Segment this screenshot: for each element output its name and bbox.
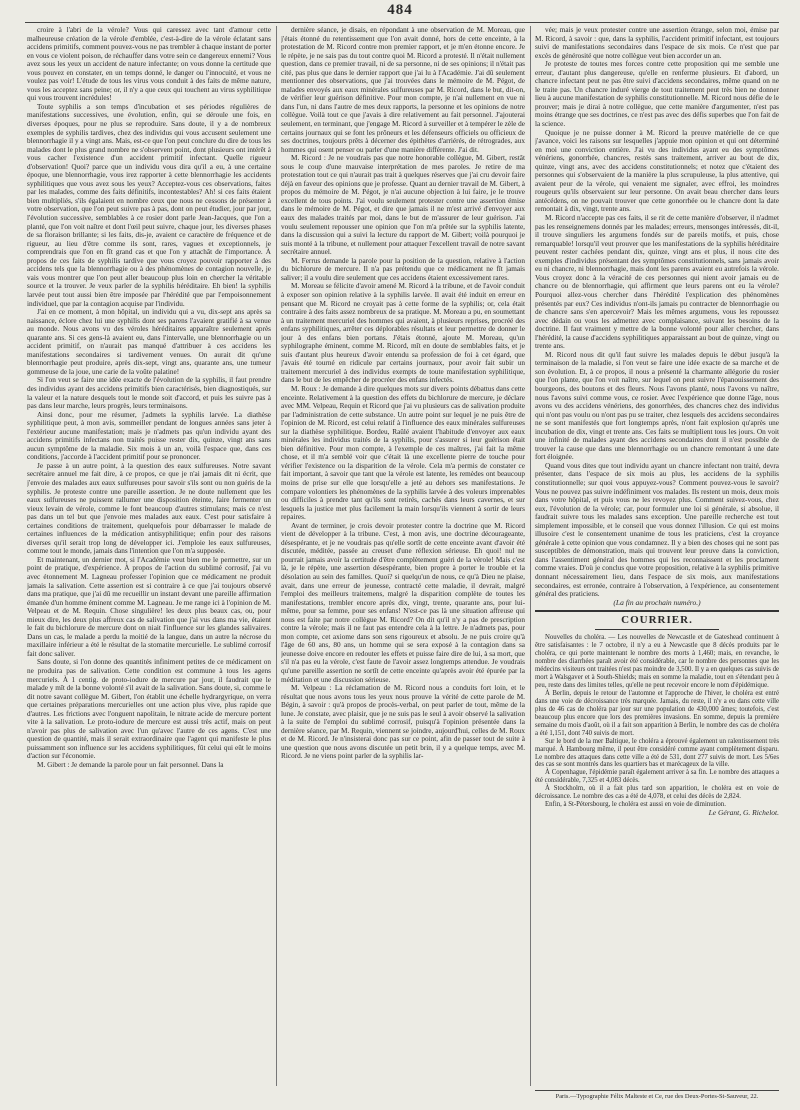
continuation-note: (La fin au prochain numéro.) bbox=[613, 597, 701, 607]
column-divider bbox=[530, 26, 531, 1086]
printer-imprint: Paris.—Typographie Félix Malteste et Ce, rue des Deux-Portes-St-Sauveur, 22. bbox=[535, 1090, 779, 1100]
news-item: À Berlin, depuis le retour de l'automne et l'approche de l'hiver, le choléra est entré dans une voie de décroissance très marquée. Jamais, du reste, il n'y a eu dans cette ville plus de 46 cas de choléra par jour sur une population de 430,000 âmes; toutefois, c'est beaucoup plus encore que lors des premières invasions. En somme, depuis la première semaine du mois d'août, où il a fait son apparition à Berlin, le nombre des cas de choléra a été 1,151, dont 740 suivis de mort. bbox=[535, 690, 779, 737]
courrier-section bbox=[535, 634, 779, 817]
paragraph: M. Ferrus demande la parole pour la position de la question, relative à l'action du bichlorure de mercure. Il n'a pas prétendu que ce médicament ne fît jamais saliver; il a voulu dire seulement que ces accidens étaient excessivement rares. bbox=[281, 256, 525, 282]
paragraph: Toute syphilis a son temps d'incubation et ses périodes régulières de manifestations successives, une évolution, enfin, qui se déroule une fois, en diverses époques, pour ne plus se reproduire. Sans doute, il y a de nombreux exemples de syphilis tardives, chez des individus qui vous accusent seulement une blennorrhagie il y a vingt ans. Mais, est-ce que l'on peut conclure du dire de tous les malades dont le plus grand nombre ne s'observent point, dont plusieurs ont intérêt à vous cacher l'existence d'un accident primitif infectant. Quelle rigueur d'observation! Quoi? parce que un individu vous dira qu'il a eu, à une certaine époque, une blennorrhagie, vous irez rapporter à cette blennorrhagie les accidents syphilitiques que vous avez sous les yeux? Acceptez-vous ces observations, faites par les malades, comme des faits définitifs, incontestables? Ah! si ces faits étaient bien multipliés, s'ils égalaient en nombre ceux que nous ne cessons de présenter à votre observation, que l'on peut suivre pas à pas, dont on peut étudier, jour par jour, l'évolution successive, semblables à ce rosier dont parle Jean-Jacques, que l'on a planté, que l'on voit naître et dont l'œil peut suivre, chaque jour, les diverses phases de sa floraison brillante; si les faits, dis-je, avaient ce caractère de fréquence et de rigueur, au lieu d'être comme ils sont, rares, vagues et exceptionnels, je comprendrais que l'on en fît grand cas et que l'on y attachât de l'importance. À propos de ces faits de syphilis tardive que vous croyez pouvoir rapporter à des accidens tels que la blennorrhagie ou à des phénomènes de contagion nouvelle, je vais vous montrer que l'on peut aller beaucoup plus loin en chercher la véritable source et la trouver. Je veux parler de la syphilis héréditaire. Eh bien! la syphilis larvée peut tout aussi bien être imposée par l'hérédité que par l'empoisonnement individuel, que par la contagion acquise par l'individu. bbox=[27, 102, 271, 308]
news-item: Sur le bord de la mer Baltique, le choléra a éprouvé également un ralentissement très marqué. À Hambourg même, il peut être considéré comme ayant complètement disparu. Le nombre des attaques dans cette ville a été de 531, dont 277 suivis de mort. Les 5/6es des cas se sont montrés dans les quartiers bas et marécageux de la ville. bbox=[535, 737, 779, 769]
paragraph: Je passe à un autre point, à la question des eaux sulfureuses. Notre savant secrétaire annuel me fait dire, à ce propos, ce que je n'ai jamais dit ni écrit, que j'envoie des malades aux eaux sulfureuses pour savoir s'ils sont ou non guéris de la syphilis. Je proteste contre une pareille assertion. Je ne doute nullement que les eaux sulfureuses ne puissent rallumer une disposition éteinte, faire fermenter un vieux levain de vérole, comme le font beaucoup d'autres stimulans; mais ce n'est pas dans un tel but que j'envoie mes malades aux eaux. C'est pour satisfaire à certaines conditions de traitement, quelquefois pour débarrasser le malade de certaines influences de la médication antisyphilitique; enfin pour des raisons diverses qu'il serait trop long de développer ici. J'emploie les eaux sulfureuses, comme tout le monde, jamais dans l'intention que l'on m'a supposée. bbox=[27, 461, 271, 556]
section-title: COURRIER. bbox=[621, 614, 693, 627]
column-3 bbox=[535, 26, 779, 1086]
paragraph: M. Ricord : Je ne voudrais pas que notre honorable collègue, M. Gibert, restât sous le coup d'une mauvaise interprétation de mes paroles. Je retire de ma protestation tout ce qui n'aurait pas trait à quelques réserves que j'ai cru devoir faire déjà en faveur des opinions que je professe. Quant au dernier travail de M. Gibert, à propos du mémoire de M. Pégot, je n'ai aucune objection à lui faire, je le trouve excellent de tous points. J'ai voulu seulement protester contre une assertion émise dans le mémoire de M. Pégot, et dire que jamais il ne m'est arrivé d'envoyer aux eaux des malades traités par moi, dans le but de m'assurer de leur guérison. J'ai voulu seulement repousser une opinion que l'on m'a prêtée sur la syphilis latente, dans la discussion qui a suivi la lecture du rapport de M. Gibert; voilà pourquoi je suis monté à la tribune, et nullement pour attaquer l'excellent travail de notre savant secrétaire annuel. bbox=[281, 154, 525, 257]
section-rule bbox=[535, 610, 779, 612]
paragraph: Ainsi donc, pour me résumer, j'admets la syphilis larvée. La diathèse syphilitique peut, à mon avis, sommeiller pendant de longues années sans jeter à l'extérieur aucune manifestation; mais je n'admets pas qu'un individu ayant des accidens primitifs infectans non traités puisse rester dix, quinze, vingt ans sans aucun symptôme de la maladie. Six mois à un an, voilà l'espace que, dans ces conditions, j'accorde à l'accident primitif pour se prononcer. bbox=[27, 410, 271, 462]
paragraph: Si l'on veut se faire une idée exacte de l'évolution de la syphilis, il faut prendre des individus ayant des accidens primitifs bien caractérisés, bien diagnostiqués, sur la valeur et la nature desquels tout le monde soit d'accord, et puis les suivre pas à pas dans leur marche, leurs progrès, leurs terminaisons. bbox=[27, 376, 271, 411]
paragraph: Avant de terminer, je crois devoir protester contre la doctrine que M. Ricord vient de développer à la tribune. C'est, à mon avis, une doctrine décourageante, désespérante, et je ne voudrais pas qu'elle sortît de cette enceinte avant d'avoir été discutée, méditée, passée au creuset d'une réflexion sérieuse. Eh quoi! nul ne pourrait jamais avoir la certitude d'être complètement guéri de la vérole! Mais c'est là, je le répète, une assertion désespérante, bien propre à porter le trouble et la désolation au sein des familles. Quoi? si quelqu'un de nous, ce qu'à Dieu ne plaise, avait, dans une erreur de jeunesse, contracté cette maladie, il devrait, malgré l'emploi des meilleurs traitemens, malgré la disparition complète de toutes les manifestations, trembler encore après dix, vingt, trente, quarante ans, pour lui-même, pour sa femme, pour ses enfans! N'est-ce pas là une situation affreuse qui nous est faite par notre collègue M. Ricord? On dit qu'il n'y a pas de prescription contre la vérole; mais il ne faut pas entendre cela à la lettre. Je n'admets pas, pour mon compte, cet axiome dans son sens rigoureux et absolu. Je ne puis croire qu'à l'âge de 60 ans, 80 ans, un homme qui se sera exposé à la contagion dans sa jeunesse doive encore en redouter les effets et puisse faire dire de lui, à sa mort, que s'il n'a pas eu la vérole, c'est faute de l'avoir assez longtemps attendue. Je voudrais qu'une pareille assertion ne sortît de cette enceinte qu'après avoir été épurée par la méditation et une discussion sérieuse. bbox=[281, 521, 525, 684]
paragraph: Je proteste de toutes mes forces contre cette proposition qui me semble une erreur, d'autant plus dangereuse, qu'elle en renferme plusieurs. Et d'abord, un chancre infectant peut ne pas être suivi d'accidens secondaires, même quand on ne le traite pas. Un chancre induré vierge de tout traitement peut très bien ne donner lieu à aucune manifestation de syphilis constitutionnelle. M. Ricord nous défie de le prouver; mais je dirai à notre collègue, que cette manière d'argumenter, n'est pas moins étrange que ses doctrines, ce n'est pas avec des défis superbes que l'on fait de la science. bbox=[535, 60, 779, 129]
paragraph: dernière séance, je disais, en répondant à une observation de M. Moreau, que j'étais étonné du retentissement que l'on avait donné, hors de cette enceinte, à la protestation de M. Ricord contre mon premier rapport, et je m'en étonne encore. Je le répète, je ne sais pas du tout contre quoi M. Ricord a protesté. Il n'était nullement question, dans ce premier travail, ni de sa personne, ni de ses opinions; il n'était pas cité, pas plus que dans le dernier rapport que j'ai lu à l'Académie. J'ai dû seulement mentionner des observations, que j'ai trouvées dans le mémoire de M. Pégot, de malades envoyés aux eaux minérales sulfureuses par M. Ricord, dans le but, dit-on, de vérifier leur guérison définitive. Pour mon compte, je n'ai nullement en vue ni dans l'un, ni dans l'autre de mes deux rapports, la personne et les opinions de notre collègue. Voilà tout ce que j'avais à dire relativement au fait personnel. J'ajouterai seulement, en terminant, que j'engage M. Ricord à surveiller et à tempérer le zèle de certains journaux qui se font les prôneurs et les défenseurs officiels ou officieux de ses doctrines, toujours prêts à décerner des épithètes d'arriérés, de rétrogrades, aux hommes qui osent penser ou parler d'une manière différente. J'ai dit. bbox=[281, 26, 525, 154]
header-rule bbox=[25, 22, 779, 23]
column-divider bbox=[276, 26, 277, 1086]
news-item: À Stockholm, où il a fait plus tard son apparition, le choléra est en voie de décroissance. Le nombre des cas a été de 4,078, et celui des décès de 2,824. bbox=[535, 785, 779, 801]
paragraph: Et maintenant, un dernier mot, si l'Académie veut bien me le permettre, sur un point de pratique, d'expérience. À propos de l'action du sublimé corrosif, j'ai vu avec étonnement M. Lagneau professer l'opinion que ce médicament ne produit jamais la salivation. Cette assertion est si contraire à ce que j'ai toujours observé dans ma pratique, que j'ai dû me recueillir un instant devant une pareille affirmation émanée d'un homme éminent comme M. Lagneau. Je me range ici à l'opinion de M. Velpeau et de M. Requin. Chose singulière! les deux plus beaux cas, ou, pour mieux dire, les deux plus affreux cas de salivation que j'ai vus dans ma vie, étaient le fait du bichlorure de mercure dont on niait l'influence sur les glandes salivaires. Dans un cas, le malade a perdu la moitié de la langue, dans un autre la nécrose du maxillaire inférieur a été le résultat de la stomatite mercurielle. Le sublimé corrosif fait donc saliver. bbox=[27, 555, 271, 658]
paragraph: M. Velpeau : La réclamation de M. Ricord nous a conduits fort loin, et le résultat que nous avons tous les yeux nous prouve la vérité de cette parole de M. Bégin, à savoir : qu'à propos de procès-verbal, on peut parler de tout, même de la lune. Je constate, avec plaisir, que je ne suis pas le seul à avoir observé la salivation à la suite de l'emploi du sublimé corrosif, puisqu'à l'opinion présentée dans la dernière séance, par M. Requin, viennent se joindre, aujourd'hui, celles de M. Roux et de M. Ricord. Je n'insisterai donc pas sur ce point, afin de passer tout de suite à une question que nous avons discutée un petit brin, il y a quelque temps, avec M. Ricord. Je ne viens point parler de la syphilis lar- bbox=[281, 684, 525, 761]
paragraph: M. Gibert : Je demande la parole pour un fait personnel. Dans la bbox=[37, 761, 224, 770]
paragraph: M. Moreau se félicite d'avoir amené M. Ricord à la tribune, et de l'avoir conduit à exposer son opinion relative à la syphilis larvée. Il avait été induit en erreur en pensant que M. Ricord ne croyait pas à cette forme de la syphilis; or, cela était contraire à des faits assez nombreux de sa pratique. M. Moreau a pu, en soumettant à un traitement mercuriel des hommes qui avaient, à plusieurs reprises, procréé des enfans syphilitiques, arrêter ces déplorables résultats et leur permettre de donner le jour à des enfans bien portans. J'étais étonné, ajoute M. Moreau, qu'un syphilographe éminent, comme M. Ricord, mît en doute de semblables faits, et je suis d'autant plus heureux d'avoir entendu sa profession de foi à cet égard, que j'avais été tourné en ridicule par certains journaux, pour avoir fait subir un traitement mercuriel à des individus exempts de toute manifestation syphilitique, dans le but de les empêcher de procréer des enfans infectés. bbox=[281, 282, 525, 385]
section-rule bbox=[595, 629, 719, 630]
column-1 bbox=[27, 26, 271, 1086]
paragraph: Quand vous dites que tout individu ayant un chancre infectant non traité, devra présenter, dans l'espace de six mois au plus, les accidens de la syphilis constitutionnelle; sur quoi vous appuyez-vous? Comment pouvez-vous le savoir? Vous ne pouvez pas suivre indéfiniment vos malades. Ils restent un mois, deux mois dans votre hôpital, et puis vous ne les revoyez plus. Comment suivez-vous, chez eux, l'évolution de la vérole; car, pour formuler une loi si générale, si absolue, il faudrait suivre tous les malades sans exception. Une pareille recherche est tout simplement impossible, et le conseil que vous donnez l'illusion. Ce qui est moins illusoire c'est le consentement unanime de tous les praticiens, c'est la croyance générale à cette opinion que vous condamnez. Il y a bien des choses qui ne sont pas susceptibles de démonstration, mais qui trouvent leur preuve dans la conviction, dans l'assentiment général des hommes qui les reconnaissent et les proclament comme vraies. D'où je conclus que votre proposition, relative à la syphilis primitive donnant nécessairement lieu, dans l'espace de six mois, aux manifestations secondaires, est erronée, contraire à l'observation, à l'expérience, au consentement général des praticiens. bbox=[535, 461, 779, 599]
news-item: Nouvelles du choléra. — Les nouvelles de Newcastle et de Gateshead continuent à être satisfaisantes : le 7 octobre, il n'y a eu à Newcastle que 8 décès produits par le choléra, ce qui porte maintenant le nombre des morts à 1,460; mais, en revanche, le nombre des diarrhées paraît avoir été considérable, car le nombre des personnes que les médecins visiteurs ont traitées n'est pas moindre de 3,500. Il y a en quelques cas suivis de mort à Walsgaver et à South-Shields; mais en somme la maladie, tout en s'étendant peu à peu, reste dans des limites telles, qu'elle ne peut recevoir encore le nom d'épidémique. bbox=[535, 634, 779, 690]
paragraph: M. Ricord nous dit qu'il faut suivre les malades depuis le début jusqu'à la terminaison de la maladie, si l'on veut se faire une idée exacte de sa marche et de son évolution. Et, à ce propos, il nous a présenté la charmante allégorie du rosier que l'on plante, que l'on voit naître, sur lequel on peut suivre l'épanouissement des bourgeons, des boutons et des fleurs. Nous l'avons planté, nous l'avons vu naître, nous l'avons suivi comme vous, ce rosier. Avec l'expérience que donne l'âge, nous avons vu des accidens vénériens, des gonorrhées, des chancres chez des individus qui n'ont pas voulu ou n'ont pas pu se traiter, chez lesquels des accidens secondaires ne se sont manifestés que fort longtemps après, n'ont fait explosion qu'après une incubation de dix, vingt et trente ans. Ces faits se multiplient tous les jours. On voit une infinité de malades ayant des accidens secondaires dont il n'est possible de trouver la cause que dans une blennorrhagie ou un chancre remontant à une date fort éloignée. bbox=[535, 350, 779, 462]
news-item: Enfin, à St-Pétersbourg, le choléra est aussi en voie de diminution. bbox=[545, 801, 726, 809]
paragraph: J'ai en ce moment, à mon hôpital, un individu qui a vu, dix-sept ans après sa naissance, éclore chez lui une syphilis dont ses parens l'avaient gratifié à sa venue au monde. Nous avons vu des véroles héréditaires apparaître seulement après quarante ans. Si ces gens-là avaient eu, dans l'intervalle, une blennorrhagie ou un accident primitif, on n'aurait pas manqué d'attribuer à ces accidens les manifestations secondaires si tardivement venues. On aurait dit qu'une blennorrhagie peut produire, après dix-sept, vingt ans, quarante ans, une tumeur gommeuse de la joue, une carie de la voûte palatine! bbox=[27, 308, 271, 376]
column-2 bbox=[281, 26, 525, 1086]
paragraph: Quoique je ne puisse donner à M. Ricord la preuve matérielle de ce que j'avance, voici les raisons sur lesquelles j'appuie mon opinion et qui ont déterminé en moi une conviction entière. J'ai vu des individus ayant eu des symptômes vénériens, gonorrhée, chancres, restés sans traitement, arriver au bout de dix, quinze, vingt ans, avec des accidens constitutionnels; et notez que c'étaient des personnes qui s'observaient de la manière la plus scrupuleuse, la plus attentive, qui avaient peur de la vérole, qui venaient me signaler, avec effroi, les moindres rougeurs qu'ils observaient sur leur personne. On avait beau chercher dans leurs antécédens, on ne pouvait trouver que cette gonorrhée ou le chancre dont la date remontait à dix, vingt, trente ans. bbox=[535, 128, 779, 214]
news-item: À Copenhague, l'épidémie paraît également arriver à sa fin. Le nombre des attaques a été considérable, 7,325 et 4,083 décès. bbox=[535, 769, 779, 785]
paragraph: vée; mais je veux protester contre une assertion étrange, selon moi, émise par M. Ricord, à savoir : que, dans la syphilis, l'accident primitif infectant, est toujours suivi de manifestations secondaires dans l'espace de six mois. Ce n'est que par excès de générosité que notre collègue veut bien accorder un an. bbox=[535, 26, 779, 60]
paragraph: M. Ricord n'accepte pas ces faits, il se rit de cette manière d'observer, il n'admet pas les renseignemens donnés par les malades; erreurs, mensonges intéressés, dit-il, il trouve singuliers les argumens fondés sur de pareils motifs, et puis, chose remarquable! lorsqu'il veut prouver que les manifestations de la syphilis héréditaire peuvent rester cachées pendant dix, quinze, vingt ans et plus, il nous cite des exemples d'individus présentant des symptômes constitutionnels, sans jamais avoir eu ni chancre, ni blennorrhagie, mais dont les parens avaient eu autrefois la vérole. Vous croyez donc à la véracité de ces personnes qui nient avoir jamais eu de chancre ou de blennorrhagie, qui affirment que leurs parens ont eu la vérole? Pourquoi allez-vous chercher dans l'hérédité l'explication des phénomènes présentés par eux? Ces individus n'ont-ils jamais pu contracter de blennorrhagie ou de chancre sans s'en apercevoir? Mais les mêmes argumens, vous les repoussez avec dédain ou vous les admettez avec complaisance, suivant les besoins de la doctrine. Il faut vraiment y mettre de la bonne volonté pour aller chercher, dans l'hérédité, la cause d'accidens syphilitiques apparaissant au bout de quinze, vingt ou trente ans. bbox=[535, 214, 779, 351]
editor-signature: Le Gérant, G. Richelot. bbox=[708, 808, 779, 818]
paragraph: Sans doute, si l'on donne des quantités infiniment petites de ce médicament on ne produira pas de salivation. Cette condition est commune à tous les agens mercuriels. À 1 centig. de proto-iodure de mercure par jour, il faudrait que le malade y mît de la bonne volonté s'il avait de la salivation. Sans doute, si, comme le dit notre savant collègue M. Gibert, l'on établit une échelle hydrargyrique, on verra que certaines préparations mercurielles ont une action plus vive, plus rapide que d'autres. Les frictions avec l'onguent napolitain, le nitrate acide de mercure portent vite à la salivation. Le proto-iodure de mercure est aussi très actif, mais on peut n'avoir pas plus de salivation avec l'un qu'avec l'autre de ces agens. C'est une question de quantité, mais il serait extraordinaire que l'agent qui manifeste le plus puissamment son influence sur les accidens syphilitiques, fût celui qui eût le moins d'action sur l'économie. bbox=[27, 658, 271, 761]
paragraph: M. Roux : Je demande à dire quelques mots sur divers points débattus dans cette enceinte. Relativement à la question des effets du bichlorure de mercure, je déclare avec MM. Velpeau, Requin et Ricord que j'ai vu plusieurs cas de salivation produite par l'administration de cette substance. Un autre point sur lequel je ne puis être de l'opinion de M. Ricord, est celui relatif à l'influence des eaux minérales sulfureuses sur la diathèse syphilitique. Bordeu, Raûlé avaient l'habitude d'envoyer aux eaux minérales les individus traités de la syphilis, pour s'assurer si leur guérison était bien définitive. Pour mon compte, à l'exemple de ces maîtres, j'ai fait la même chose, et il m'a semblé voir que c'était là une excellente pierre de touche pour vérifier l'existence ou la disparition de la vérole. Cela m'a permis de constater ce fait important, à savoir que tant que la vérole est latente, les remèdes ont beaucoup moins de prise sur elle que lorsqu'elle a jeté au dehors ses manifestations. Je compare volontiers les phénomènes de la syphilis larvée à des voleurs imprenables ou difficiles à prendre tant qu'ils sont retirés, cachés dans leurs cavernes, et sur lesquels la justice met plus facilement la main lorsqu'ils viennent à sortir de leurs repaires. bbox=[281, 384, 525, 522]
page-number: 484 bbox=[387, 2, 413, 18]
paragraph: croire à l'abri de la vérole? Vous qui caressez avec tant d'amour cette malheureuse création de la vérole d'emblée, c'est-à-dire de la vérole éclatant sans accidens primitifs, comment pouvez-vous ne pas trembler à chaque instant de porter en vous ce violent poison, de réchauffer dans votre sein ce dangereux ennemi? Vous avez sous les yeux un accident de nature infectante; on vous donne la certitude que vous pouvez en constater, en un temps donné, le danger ou l'innocuité, et vous ne voulez pas voir! L'étude de tous les virus vous conduit à des faits de même nature, vous les acceptez sans peine; or, il n'y a que ceux qui touchent au virus syphilitique qui vous trouvent incrédules! bbox=[27, 26, 271, 103]
